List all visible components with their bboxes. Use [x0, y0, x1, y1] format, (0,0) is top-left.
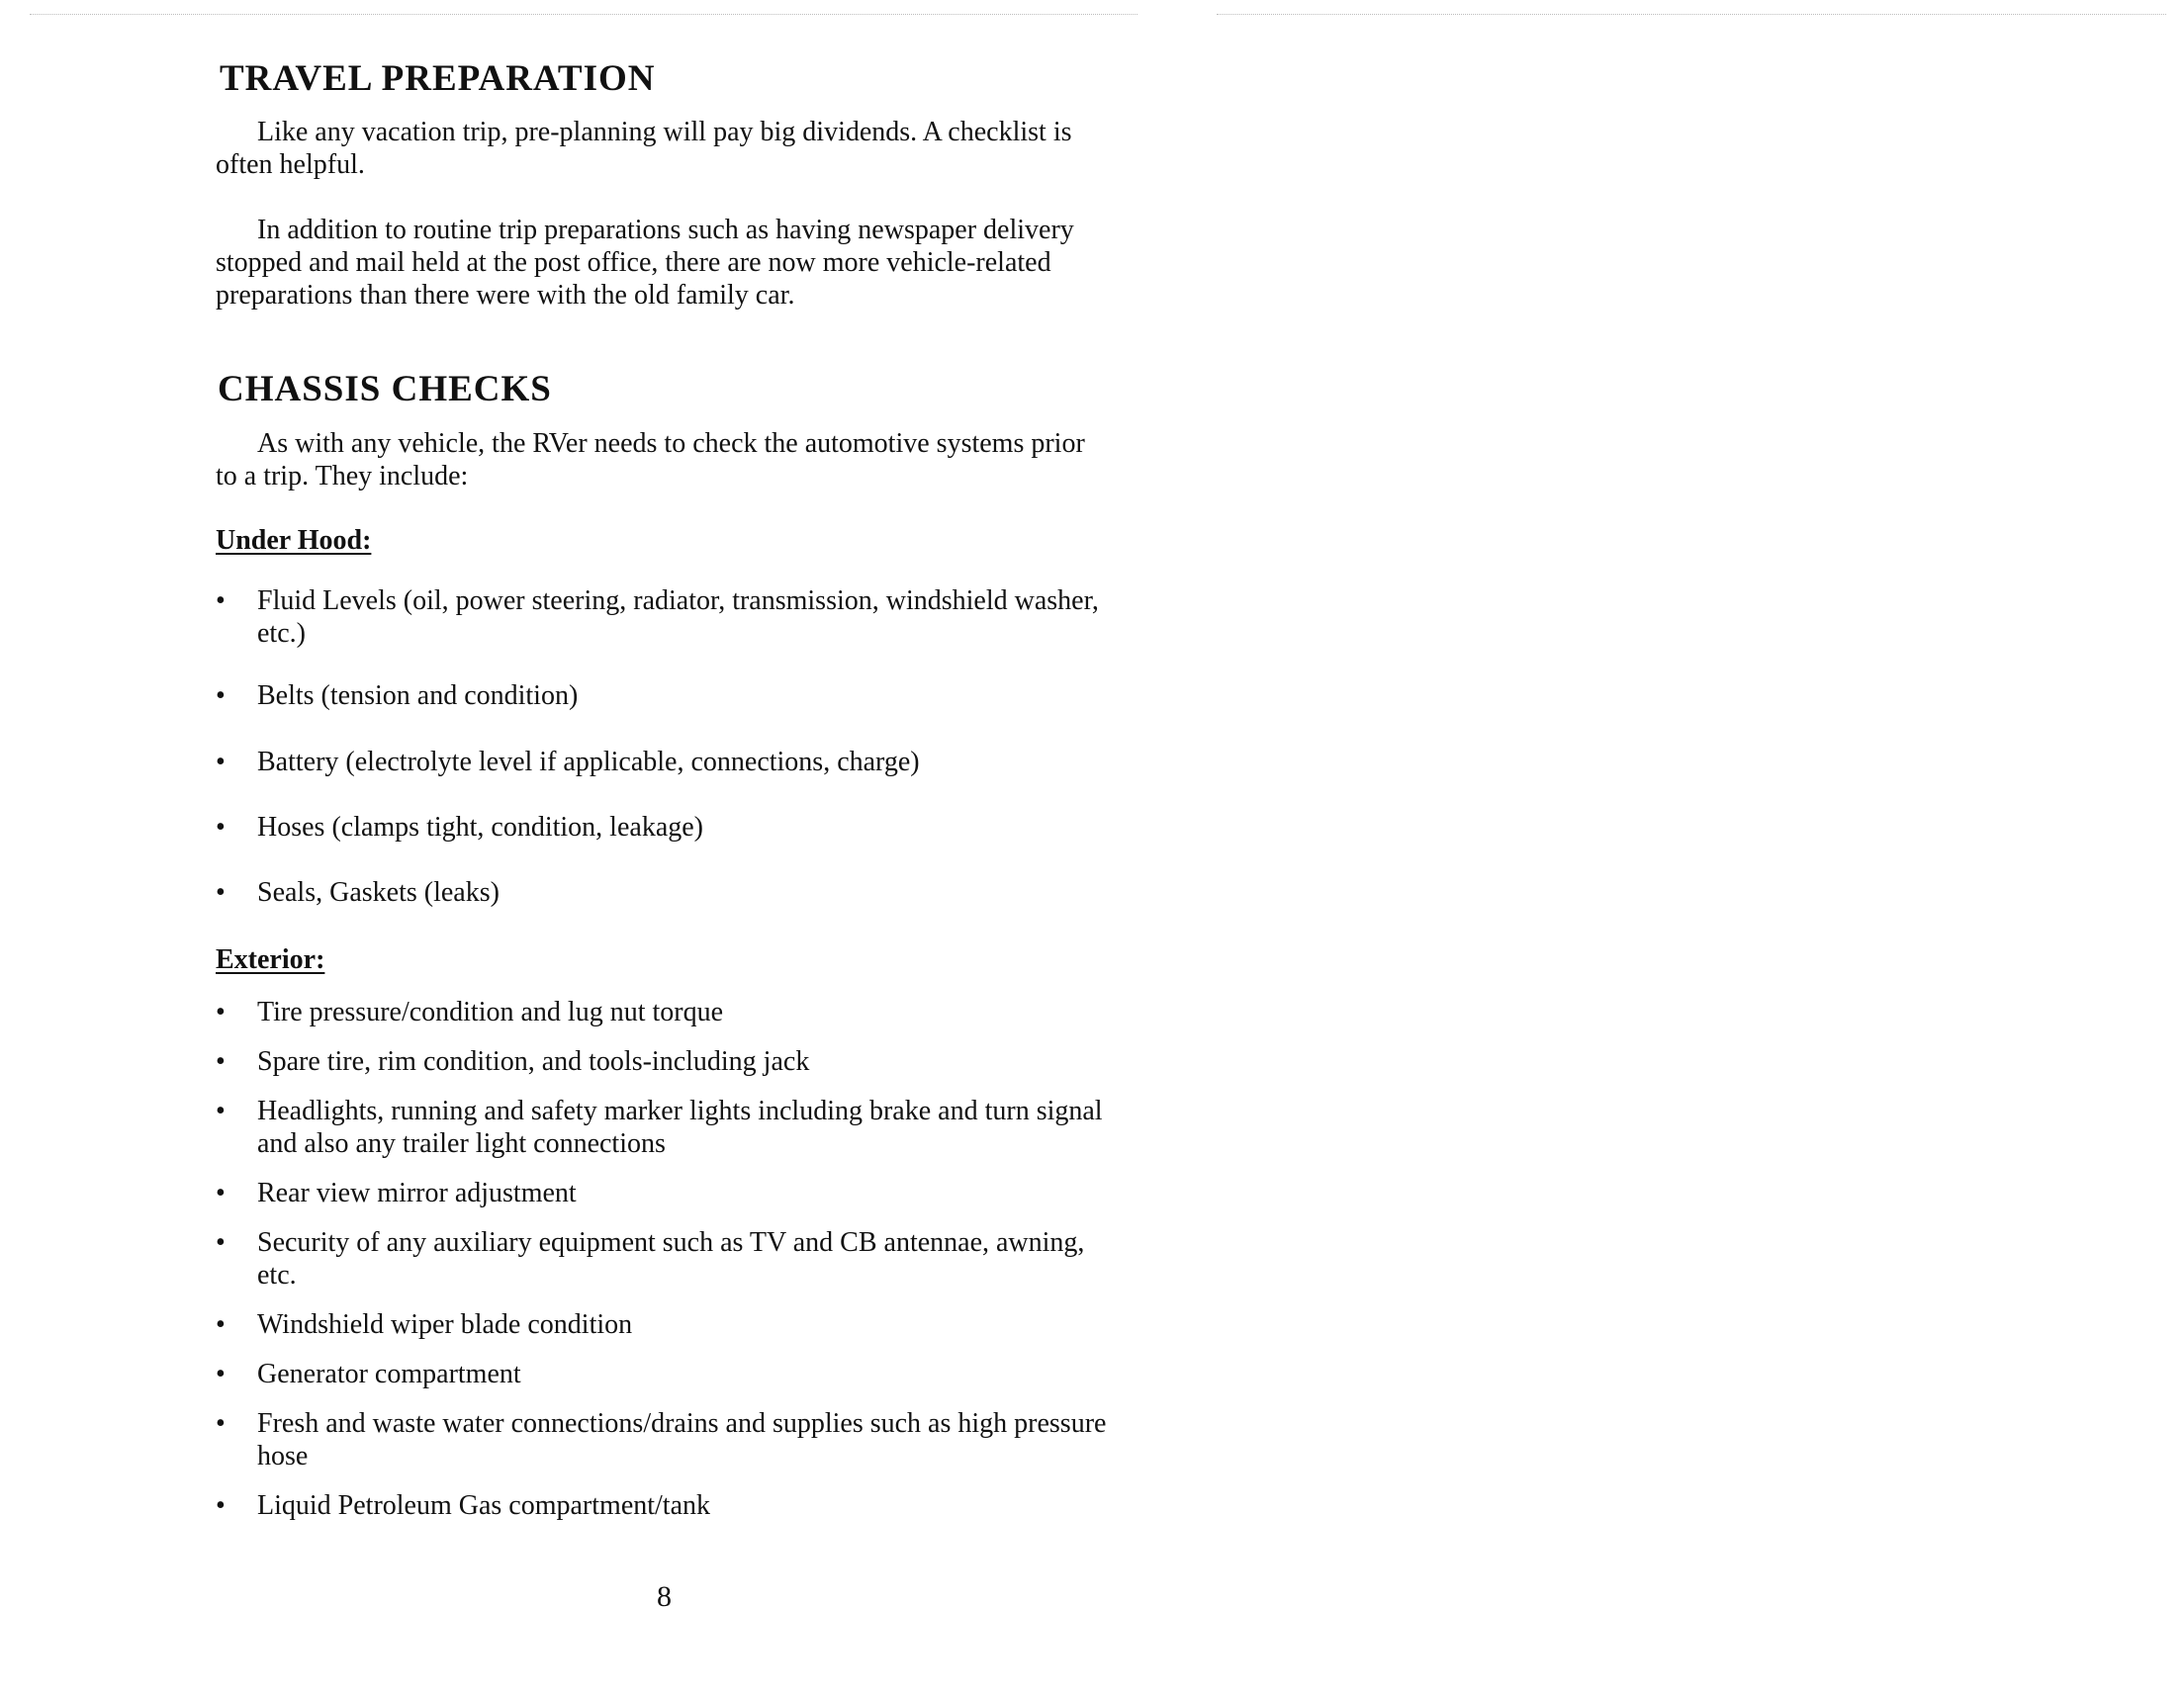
page-title: TRAVEL PREPARATION — [220, 58, 656, 99]
list-item: • Generator compartment — [216, 1359, 521, 1389]
bullet-icon: • — [216, 877, 226, 908]
list-item: • Belts (tension and condition) — [216, 680, 579, 711]
bullet-icon: • — [216, 1046, 226, 1077]
list-item: • Security of any auxiliary equipment such as TV and CB antennae, awning, etc. — [216, 1227, 1085, 1291]
intro-paragraph-2: In addition to routine trip preparations such as having newspaper delivery stopped and mail held at the post office, there are now more vehicle-related preparations than there were with the old family car. — [216, 215, 1074, 311]
section-intro: As with any vehicle, the RVer needs to check the automotive systems prior to a trip. They include: — [216, 428, 1085, 491]
bullet-icon: • — [216, 1309, 226, 1340]
bullet-icon: • — [216, 1490, 226, 1521]
list-item: • Fresh and waste water connections/drains and supplies such as high pressure hose — [216, 1408, 1107, 1471]
scan-edge-line-left — [30, 14, 1138, 15]
list-item: • Liquid Petroleum Gas compartment/tank — [216, 1490, 711, 1521]
under-hood-heading: Under Hood: — [216, 525, 372, 556]
bullet-icon: • — [216, 1408, 226, 1439]
bullet-icon: • — [216, 1178, 226, 1208]
bullet-icon: • — [216, 1227, 226, 1258]
list-item: • Windshield wiper blade condition — [216, 1309, 633, 1340]
list-item: • Battery (electrolyte level if applicable, connections, charge) — [216, 747, 920, 777]
bullet-icon: • — [216, 747, 226, 777]
list-item: • Spare tire, rim condition, and tools-including jack — [216, 1046, 810, 1077]
bullet-icon: • — [216, 1096, 226, 1126]
bullet-icon: • — [216, 812, 226, 843]
exterior-heading: Exterior: — [216, 944, 325, 975]
list-item: • Hoses (clamps tight, condition, leakage) — [216, 812, 703, 843]
bullet-icon: • — [216, 585, 226, 616]
scan-edge-line-right — [1217, 14, 2166, 15]
bullet-icon: • — [216, 997, 226, 1027]
list-item: • Rear view mirror adjustment — [216, 1178, 577, 1208]
section-title: CHASSIS CHECKS — [218, 369, 552, 409]
bullet-icon: • — [216, 1359, 226, 1389]
list-item: • Seals, Gaskets (leaks) — [216, 877, 500, 908]
intro-paragraph-1: Like any vacation trip, pre-planning will pay big dividends. A checklist is often helpful. — [216, 117, 1072, 180]
list-item: • Headlights, running and safety marker lights including brake and turn signal and also any trailer light connections — [216, 1096, 1103, 1159]
list-item: • Tire pressure/condition and lug nut torque — [216, 997, 724, 1027]
page-number: 8 — [657, 1580, 672, 1613]
list-item: • Fluid Levels (oil, power steering, radiator, transmission, windshield washer, etc.) — [216, 585, 1099, 649]
bullet-icon: • — [216, 680, 226, 711]
